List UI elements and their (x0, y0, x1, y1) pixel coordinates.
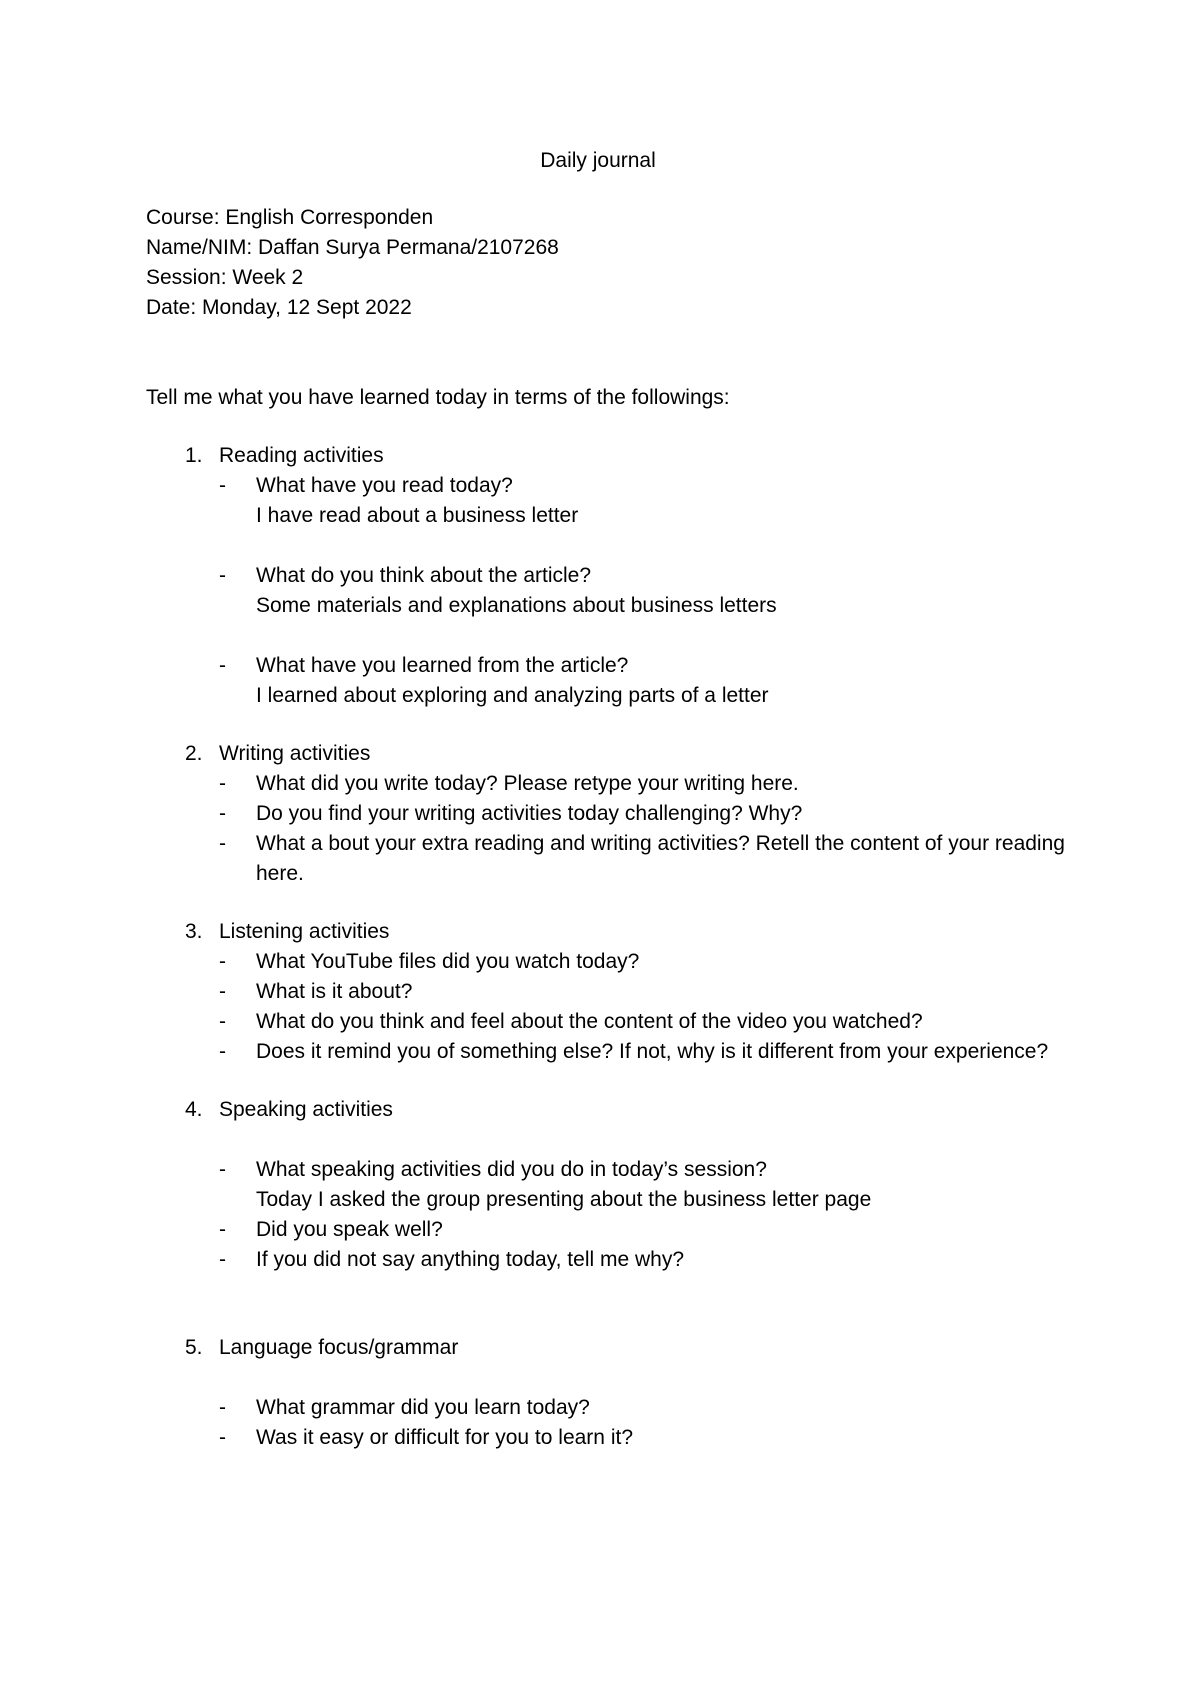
session-line: Session: Week 2 (146, 266, 304, 289)
section-number: 2. (185, 742, 203, 765)
question-item (146, 977, 1066, 1007)
name-line: Name/NIM: Daffan Surya Permana/2107268 (146, 236, 559, 259)
question-item (146, 799, 1066, 829)
section-number: 5. (185, 1336, 203, 1359)
question-text: Was it easy or difficult for you to learn it? (256, 1426, 633, 1449)
section-title: Listening activities (219, 920, 390, 943)
question-text: Did you speak well? (256, 1218, 443, 1241)
section-number: 4. (185, 1098, 203, 1121)
question-text: What did you write today? Please retype your writing here. (256, 772, 799, 795)
dash-bullet: - (219, 980, 226, 1003)
dash-bullet: - (219, 1040, 226, 1063)
dash-bullet: - (219, 1248, 226, 1271)
question-item (146, 947, 1066, 977)
dash-bullet: - (219, 950, 226, 973)
question-item (146, 1423, 1066, 1453)
dash-bullet: - (219, 1010, 226, 1033)
question-text: What is it about? (256, 980, 413, 1003)
question-list (146, 947, 1066, 1067)
section-writing (146, 739, 1066, 889)
question-item (146, 829, 1066, 889)
question-list (146, 1393, 1066, 1453)
question-text: What a bout your extra reading and writing activities? Retell the content of your reading here. (256, 832, 1065, 885)
question-text: What have you read today? (256, 474, 513, 497)
dash-bullet: - (219, 1426, 226, 1449)
date-line: Date: Monday, 12 Sept 2022 (146, 296, 412, 319)
question-list (146, 769, 1066, 889)
section-title: Speaking activities (219, 1098, 393, 1121)
question-text: What speaking activities did you do in today’s session? (256, 1158, 767, 1181)
question-item (146, 1155, 1066, 1215)
section-listening (146, 917, 1066, 1067)
dash-bullet: - (219, 772, 226, 795)
question-item (146, 1245, 1066, 1275)
section-grammar (146, 1333, 1066, 1453)
section-speaking (146, 1095, 1066, 1275)
question-item (146, 1215, 1066, 1245)
dash-bullet: - (219, 654, 226, 677)
answer-text: I have read about a business letter (256, 504, 579, 527)
answer-text: Today I asked the group presenting about the business letter page (256, 1188, 872, 1211)
section-number: 3. (185, 920, 203, 943)
question-item (146, 769, 1066, 799)
question-text: Do you find your writing activities today challenging? Why? (256, 802, 803, 825)
journal-page (146, 146, 1066, 1453)
question-item (146, 651, 1066, 711)
section-title: Language focus/grammar (219, 1336, 459, 1359)
question-text: If you did not say anything today, tell me why? (256, 1248, 685, 1271)
question-list (146, 1155, 1066, 1275)
dash-bullet: - (219, 832, 226, 855)
question-text: Does it remind you of something else? If not, why is it different from your experience? (256, 1040, 1049, 1063)
dash-bullet: - (219, 564, 226, 587)
dash-bullet: - (219, 1158, 226, 1181)
dash-bullet: - (219, 802, 226, 825)
journal-meta (146, 203, 1066, 323)
course-line: Course: English Corresponden (146, 206, 434, 229)
section-title: Reading activities (219, 444, 384, 467)
answer-text: Some materials and explanations about business letters (256, 594, 777, 617)
page-title: Daily journal (540, 149, 656, 172)
section-number: 1. (185, 444, 203, 467)
question-item (146, 1037, 1066, 1067)
dash-bullet: - (219, 1218, 226, 1241)
section-heading (146, 1333, 1066, 1363)
question-list (146, 471, 1066, 711)
section-title: Writing activities (219, 742, 371, 765)
question-item (146, 561, 1066, 621)
dash-bullet: - (219, 474, 226, 497)
answer-text: I learned about exploring and analyzing parts of a letter (256, 684, 769, 707)
question-item (146, 471, 1066, 531)
section-heading (146, 1095, 1066, 1125)
section-heading (146, 739, 1066, 769)
section-reading (146, 441, 1066, 711)
journal-prompt: Tell me what you have learned today in terms of the followings: (146, 386, 730, 409)
question-text: What do you think about the article? (256, 564, 592, 587)
question-text: What YouTube files did you watch today? (256, 950, 640, 973)
question-item (146, 1393, 1066, 1423)
section-heading (146, 917, 1066, 947)
question-item (146, 1007, 1066, 1037)
dash-bullet: - (219, 1396, 226, 1419)
question-text: What have you learned from the article? (256, 654, 629, 677)
section-heading (146, 441, 1066, 471)
question-text: What grammar did you learn today? (256, 1396, 590, 1419)
question-text: What do you think and feel about the content of the video you watched? (256, 1010, 923, 1033)
